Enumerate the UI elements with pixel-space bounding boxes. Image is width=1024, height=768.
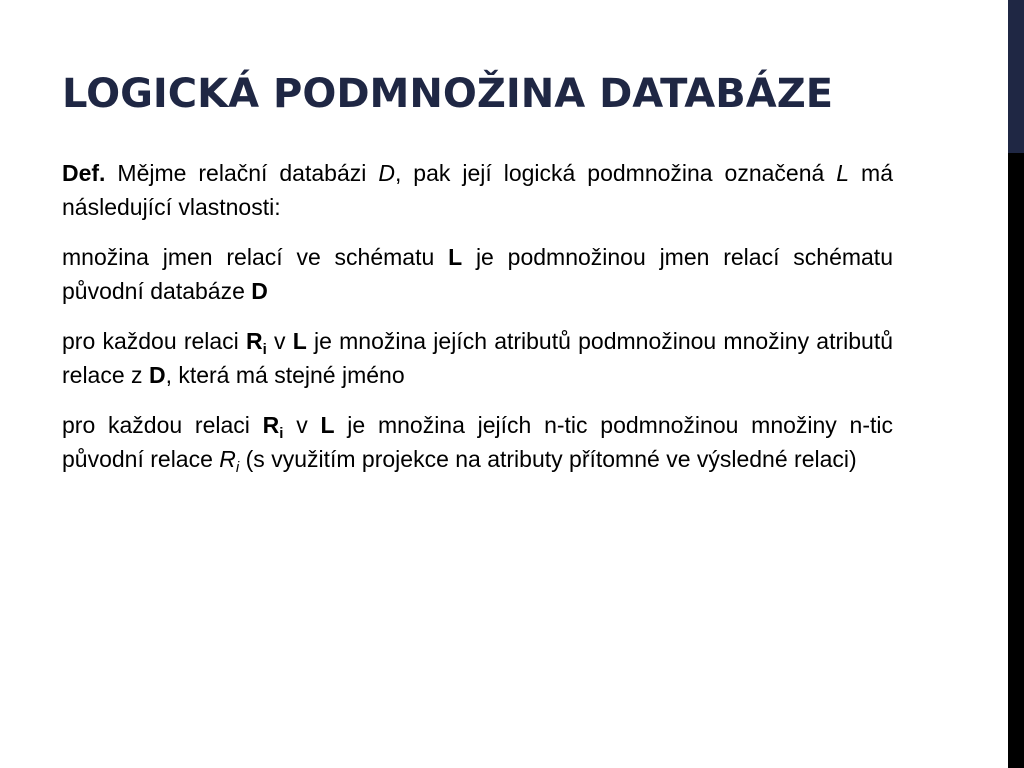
def-label: Def.	[62, 160, 106, 186]
p2-subscript-i: i	[262, 341, 267, 358]
p2-text-3: je množina jejích atributů podmnožinou množiny atributů relace z	[62, 328, 894, 388]
p3-relation-r	[262, 412, 284, 442]
p3-subscript-i: i	[279, 425, 284, 442]
p2-r: R	[246, 328, 263, 354]
p3-r: R	[262, 412, 280, 438]
property-paragraph-2	[62, 324, 893, 392]
p3-text-4: (s využitím projekce na atributy přítomné ve výsledné relaci)	[239, 446, 857, 472]
p2-bold-l: L	[292, 328, 307, 354]
p1-bold-l: L	[448, 244, 463, 270]
def-var-l: L	[836, 160, 850, 186]
p3-r-italic: R	[219, 446, 236, 472]
p3-text-2: v	[283, 412, 321, 438]
def-text-2: , pak její logická podmnožina označená	[394, 160, 837, 186]
p3-text-3: je množina jejích n-tic podmnožinou množiny n-tic původní relace	[62, 412, 894, 472]
p3-relation-r-italic	[219, 446, 240, 476]
p1-text-1: množina jmen relací ve schématu	[62, 244, 449, 270]
slide-body	[62, 156, 893, 492]
property-paragraph-3	[62, 408, 893, 476]
slide-title: LOGICKÁ PODMNOŽINA DATABÁZE	[62, 71, 834, 117]
p3-bold-l: L	[320, 412, 335, 438]
p2-bold-d: D	[148, 362, 166, 388]
accent-bar-top	[1008, 0, 1024, 153]
p1-text-2: je podmnožinou jmen relací schématu původní databáze	[62, 244, 893, 304]
def-text-1: Mějme relační databázi	[105, 160, 379, 186]
def-text-3: má následující vlastnosti:	[62, 160, 893, 220]
p2-relation-r	[246, 328, 267, 358]
accent-bar-bottom	[1008, 153, 1024, 768]
p2-text-2: v	[266, 328, 293, 354]
p1-bold-d: D	[251, 278, 268, 304]
definition-paragraph	[62, 156, 893, 224]
def-var-d: D	[378, 160, 395, 186]
p3-subscript-i-italic: i	[235, 459, 240, 476]
property-paragraph-1	[62, 240, 893, 308]
p2-text-1: pro každou relaci	[62, 328, 247, 354]
p3-text-1: pro každou relaci	[62, 412, 263, 438]
p2-text-4: , která má stejné jméno	[165, 362, 405, 388]
